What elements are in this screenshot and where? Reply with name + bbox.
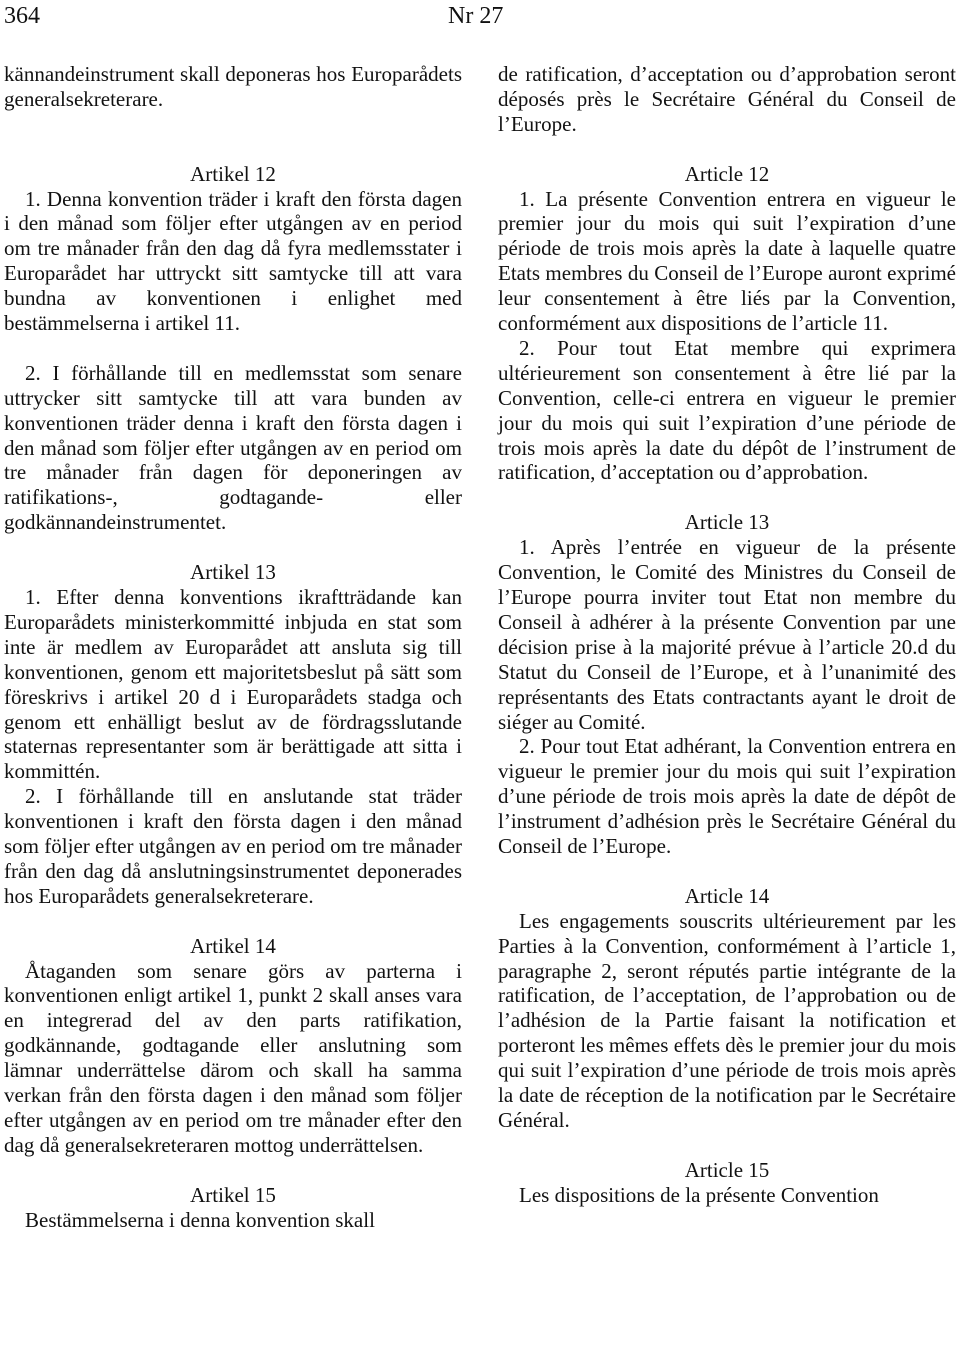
swedish-column: [4, 62, 462, 1233]
french-column: [498, 62, 956, 1208]
french-article-13-p2: 2. Pour tout Etat adhérant, la Convention entrera en vigueur le premier jour du mois qui suit l’expiration d’une période de trois mois après la date de dépôt de l’instrument d’adhésion près le Secrétaire Général du Conseil de l’Europe.: [498, 734, 956, 859]
swedish-article-12-title: Artikel 12: [190, 161, 276, 186]
french-article-13-title: Article 13: [684, 510, 770, 535]
issue-number: Nr 27: [448, 3, 504, 29]
french-article-14-title: Article 14: [684, 883, 770, 908]
french-article-12-title: Article 12: [684, 161, 770, 186]
french-article-14-p1: Les engagements souscrits ultérieurement par les Parties à la Convention, conformément à l’article 1, paragraphe 2, seront réputés partie intégrante de la ratification, de l’acceptation, de l’approbation ou de l’adhésion de la Partie faisant la notification et porteront les mêmes effets dès le premier jour du mois qui suit l’expiration d’une période de trois mois après la date de réception de la notification par le Secrétaire Général.: [498, 908, 956, 1133]
french-article-15-p1: Les dispositions de la présente Convention: [519, 1182, 879, 1207]
swedish-article-15-p1: Bestämmelserna i denna konvention skall: [25, 1207, 375, 1232]
french-article-12-p2: 2. Pour tout Etat membre qui exprimera ultérieurement son consentement à être lié par la Convention, celle-ci entrera en vigueur le premier jour du mois qui suit l’expiration d’une période de trois mois après la date du dépôt de l’instrument de ratification, d’acceptation ou d’approbation.: [498, 335, 956, 485]
swedish-article-14-p1: Åtaganden som senare görs av parterna i konventionen enligt artikel 1, punkt 2 skall anses vara en integrerad del av den parts ratifikation, godkännande, godtagande eller anslutning som lämnar underrättelse därom och skall ha samma verkan från den första dagen i den månad som följer efter utgången av en period om tre månader efter den dag då generalsekreteraren mottog underrättelsen.: [4, 958, 462, 1157]
swedish-article-15-title: Artikel 15: [190, 1182, 276, 1207]
swedish-article-12-p1: 1. Denna konvention träder i kraft den första dagen i den månad som följer efter utgången av en period om tre månader från den dag då fyra medlemsstater i Europarådet har uttryckt sitt samtycke till att vara bundna av konventionen i enlighet med bestämmelserna i artikel 11.: [4, 186, 462, 336]
french-article-13-p1: 1. Après l’entrée en vigueur de la présente Convention, le Comité des Ministres du Conseil de l’Europe pourra inviter tout Etat non membre du Conseil à adhérer à la présente Convention par une décision prise à la majorité prévue à l’article 20.d du Statut du Conseil de l’Europe, et à l’unanimité des représentants des Etats contractants ayant le droit de siéger au Comité.: [498, 535, 956, 734]
page-header: [0, 0, 960, 40]
swedish-article-13-p2: 2. I förhållande till en anslutande stat träder konventionen i kraft den första dagen i den månad som följer efter utgången av en period om tre månader från den dag då anslutningsinstrumentet deponerades hos Europarådets generalsekreterare.: [4, 784, 462, 908]
swedish-article-13-title: Artikel 13: [190, 560, 276, 585]
swedish-article-14-title: Artikel 14: [190, 933, 276, 958]
french-article-15-title: Article 15: [684, 1157, 770, 1182]
page-number: 364: [4, 3, 40, 29]
swedish-intro: kännandeinstrument skall deponeras hos Europarådets generalsekreterare.: [4, 62, 462, 111]
french-article-12-p1: 1. La présente Convention entrera en vigueur le premier jour du mois qui suit l’expiration d’une période de trois mois après la date à laquelle quatre Etats membres du Conseil de l’Europe auront exprimé leur consentement à être liés par la Convention, conformément aux dispositions de l’article 11.: [498, 186, 956, 336]
swedish-article-13-p1: 1. Efter denna konventions ikraftträdande kan Europarådets ministerkommitté inbjuda en stat som inte är medlem av Europarådet att ansluta sig till konventionen, genom ett majoritetsbeslut på sätt som föreskrivs i artikel 20 d i Europarådets stadga och genom ett enhälligt beslut av de fördragsslutande staternas representanter som är berättigade att sitta i kommittén.: [4, 584, 462, 784]
swedish-article-12-p2: 2. I förhållande till en medlemsstat som senare uttrycker sitt samtycke till att vara bunden av konventionen träder denna i kraft den första dagen i den månad som följer efter utgången av en period om tre månader från dagen för deponeringen av ratifikations-, godtagande- eller godkännandeinstrumentet.: [4, 360, 462, 535]
french-intro: de ratification, d’acceptation ou d’approbation seront déposés près le Secrétaire Général du Conseil de l’Europe.: [498, 62, 956, 136]
